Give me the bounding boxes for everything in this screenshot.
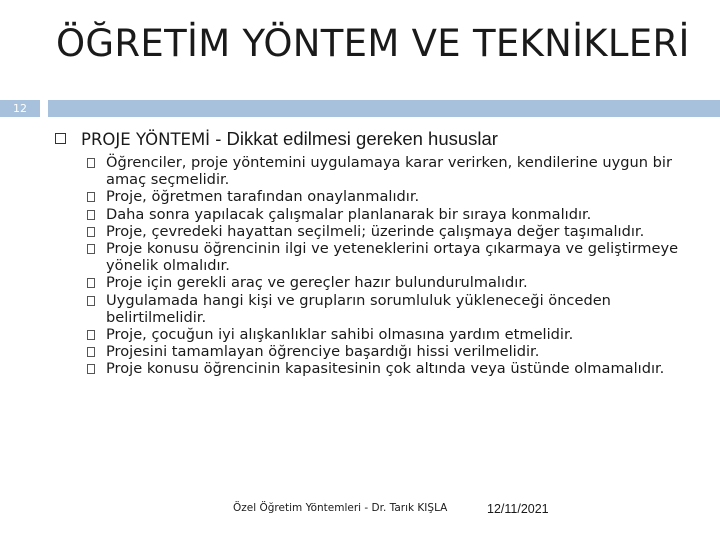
list-item: Projesini tamamlayan öğrenciye başardığı hissi verilmelidir. — [87, 343, 687, 360]
bullet-icon — [87, 296, 95, 306]
heading-main: PROJE YÖNTEMİ — [81, 130, 211, 149]
square-bullet-icon — [55, 133, 66, 144]
bullet-icon — [87, 192, 95, 202]
slide-title: ÖĞRETİM YÖNTEM VE TEKNİKLERİ — [56, 22, 690, 65]
bullet-icon — [87, 210, 95, 220]
section-heading — [55, 128, 498, 150]
header-rule — [48, 100, 720, 117]
bullet-icon — [87, 364, 95, 374]
list-item: Proje, öğretmen tarafından onaylanmalıdır. — [87, 188, 687, 205]
bullet-icon — [87, 278, 95, 288]
list-item: Proje konusu öğrencinin ilgi ve yeteneklerini ortaya çıkarmaya ve geliştirmeye yönelik olmalıdır. — [87, 240, 687, 274]
list-item: Öğrenciler, proje yöntemini uygulamaya karar verirken, kendilerine uygun bir amaç seçmelidir. — [87, 154, 687, 188]
list-item: Proje için gerekli araç ve gereçler hazır bulundurulmalıdır. — [87, 274, 687, 291]
footer-author: Özel Öğretim Yöntemleri - Dr. Tarık KIŞLA — [233, 502, 448, 514]
list-item: Proje konusu öğrencinin kapasitesinin çok altında veya üstünde olmamalıdır. — [87, 360, 687, 377]
list-item: Proje, çevredeki hayattan seçilmeli; üzerinde çalışmaya değer taşımalıdır. — [87, 223, 687, 240]
footer-date: 12/11/2021 — [487, 502, 549, 516]
bullet-icon — [87, 347, 95, 357]
heading-sub: - Dikkat edilmesi gereken hususlar — [210, 128, 498, 149]
page-number: 12 — [13, 102, 27, 115]
bullet-icon — [87, 244, 95, 254]
list-item: Proje, çocuğun iyi alışkanlıklar sahibi olmasına yardım etmelidir. — [87, 326, 687, 343]
bullet-icon — [87, 158, 95, 168]
bullet-icon — [87, 330, 95, 340]
bullet-list — [87, 154, 687, 378]
list-item: Uygulamada hangi kişi ve grupların sorumluluk yükleneceği önceden belirtilmelidir. — [87, 292, 687, 326]
list-item: Daha sonra yapılacak çalışmalar planlanarak bir sıraya konmalıdır. — [87, 206, 687, 223]
bullet-icon — [87, 227, 95, 237]
